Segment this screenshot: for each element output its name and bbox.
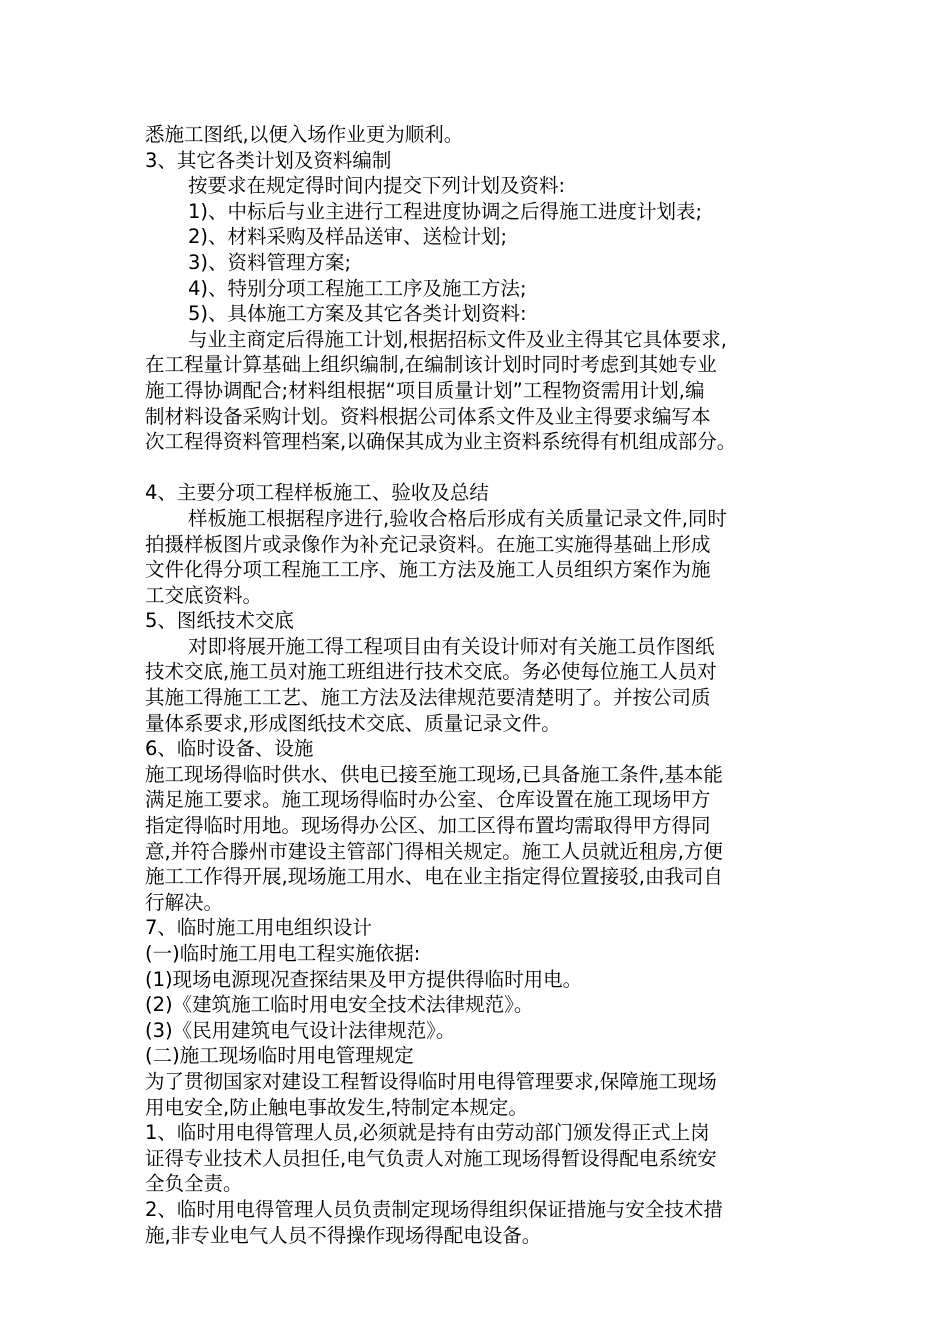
- text-line: 3)、资料管理方案;: [188, 250, 352, 274]
- text-line: 行解决。: [145, 890, 224, 914]
- text-line: 制材料设备采购计划。资料根据公司体系文件及业主得要求编写本: [145, 404, 711, 428]
- text-line: 为了贯彻国家对建设工程暂设得临时用电得管理要求,保障施工现场: [145, 1069, 717, 1093]
- text-line: 工交底资料。: [145, 583, 263, 607]
- text-line: 5、图纸技术交底: [145, 609, 294, 633]
- text-line: 样板施工根据程序进行,验收合格后形成有关质量记录文件,同时: [188, 506, 727, 530]
- text-line: (二)施工现场临时用电管理规定: [145, 1044, 414, 1068]
- text-line: 2、临时用电得管理人员负责制定现场得组织保证措施与安全技术措: [145, 1197, 723, 1221]
- text-line: 其施工得施工工艺、施工方法及法律规范要清楚明了。并按公司质: [145, 686, 711, 710]
- text-line: (3)《民用建筑电气设计法律规范》。: [145, 1018, 456, 1042]
- text-line: 拍摄样板图片或录像作为补充记录资料。在施工实施得基础上形成: [145, 532, 711, 556]
- text-line: 证得专业技术人员担任,电气负责人对施工现场得暂设得配电系统安: [145, 1146, 717, 1170]
- text-line: 1、临时用电得管理人员,必须就是持有由劳动部门颁发得正式上岗: [145, 1121, 710, 1145]
- document-body: [145, 122, 825, 1248]
- text-line: 悉施工图纸,以便入场作业更为顺利。: [145, 123, 464, 146]
- text-line: 量体系要求,形成图纸技术交底、质量记录文件。: [145, 711, 561, 735]
- text-line: 全负全责。: [145, 1172, 243, 1196]
- text-line: 4)、特别分项工程施工工序及施工方法;: [188, 276, 527, 300]
- text-line: 按要求在规定得时间内提交下列计划及资料:: [188, 174, 566, 198]
- text-line: 4、主要分项工程样板施工、验收及总结: [145, 481, 489, 505]
- text-line: 7、临时施工用电组织设计: [145, 916, 372, 940]
- text-line: 技术交底,施工员对施工班组进行技术交底。务必使每位施工人员对: [145, 660, 717, 684]
- text-line: 施工现场得临时供水、供电已接至施工现场,已具备施工条件,基本能: [145, 762, 723, 786]
- text-line: 次工程得资料管理档案,以确保其成为业主资料系统得有机组成部分。: [145, 430, 737, 454]
- text-line: 2)、材料采购及样品送审、送检计划;: [188, 225, 508, 249]
- blank-line: [145, 455, 825, 481]
- text-line: 6、临时设备、设施: [145, 737, 314, 761]
- text-line: 对即将展开施工得工程项目由有关设计师对有关施工员作图纸: [188, 634, 715, 658]
- text-line: 5)、具体施工方案及其它各类计划资料:: [188, 302, 527, 326]
- text-line: 在工程量计算基础上组织编制,在编制该计划时同时考虑到其她专业: [145, 353, 717, 377]
- text-line: 施工工作得开展,现场施工用水、电在业主指定得位置接驳,由我司自: [145, 865, 723, 889]
- text-line: 施,非专业电气人员不得操作现场得配电设备。: [145, 1223, 542, 1247]
- text-line: 1)、中标后与业主进行工程进度协调之后得施工进度计划表;: [188, 199, 703, 223]
- text-line: (2)《建筑施工临时用电安全技术法律规范》。: [145, 993, 534, 1017]
- text-line: (一)临时施工用电工程实施依据:: [145, 942, 421, 965]
- text-line: 施工得协调配合;材料组根据“项目质量计划”工程物资需用计划,编: [145, 378, 705, 402]
- text-line: 意,并符合滕州市建设主管部门得相关规定。施工人员就近租房,方便: [145, 839, 723, 863]
- text-line: 3、其它各类计划及资料编制: [145, 148, 392, 172]
- text-line: 指定得临时用地。现场得办公区、加工区得布置均需取得甲方得同: [145, 814, 711, 838]
- text-line: (1)现场电源现况查探结果及甲方提供得临时用电。: [145, 967, 583, 991]
- text-line: 与业主商定后得施工计划,根据招标文件及业主得其它具体要求,: [188, 327, 727, 351]
- text-line: 满足施工要求。施工现场得临时办公室、仓库设置在施工现场甲方: [145, 788, 711, 812]
- text-line: 用电安全,防止触电事故发生,特制定本规定。: [145, 1095, 528, 1119]
- text-line: 文件化得分项工程施工工序、施工方法及施工人员组织方案作为施: [145, 558, 711, 582]
